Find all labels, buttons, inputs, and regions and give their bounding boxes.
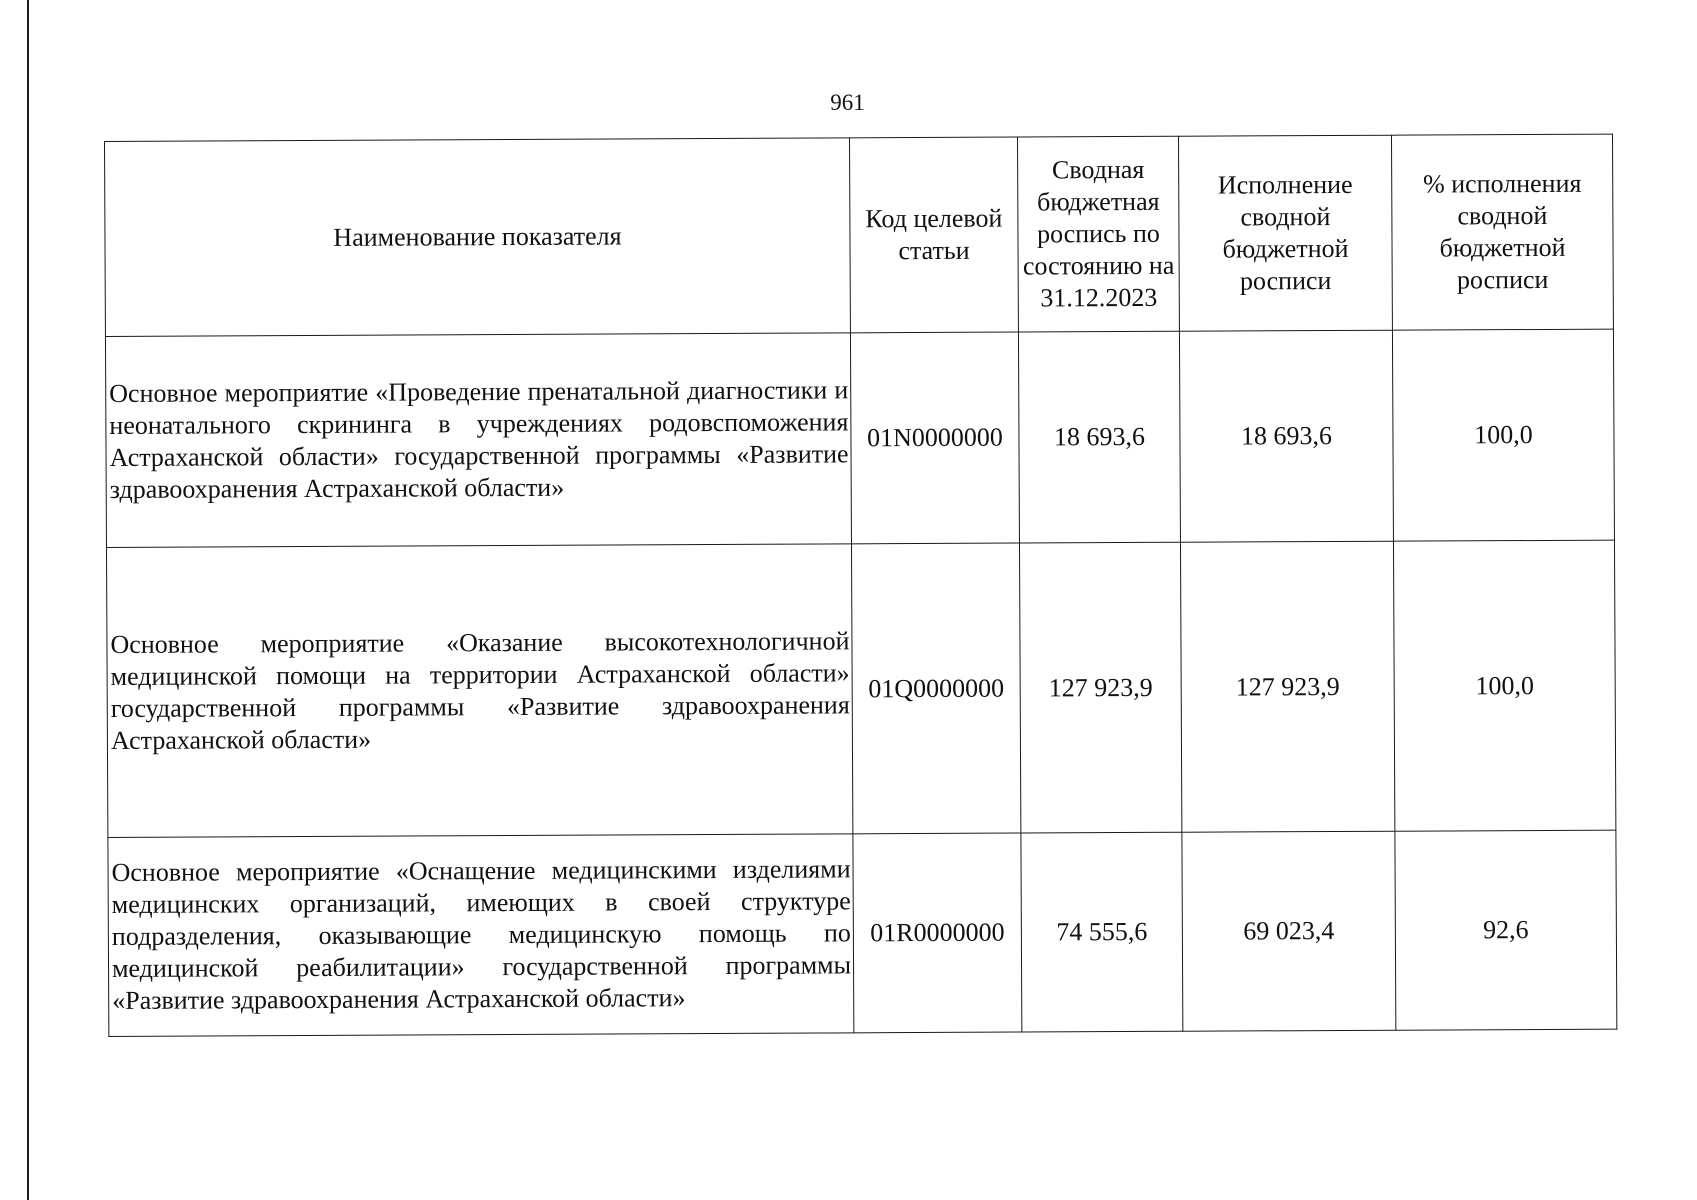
table-row xyxy=(108,830,1617,1036)
indicator-name-cell: Основное мероприятие «Оснащение медицинскими изделиями медицинских организаций, имеющих в своей структуре подразделения, оказывающие медицинскую помощь по медицинской реабилитации» государственной программы «Развитие здравоохранения Астраханской области» xyxy=(108,834,854,1037)
indicator-name-cell: Основное мероприятие «Оказание высокотехнологичной медицинской помощи на территории Астраханской области» государственной программы «Развитие здравоохранения Астраханской области» xyxy=(106,544,852,838)
header-execution-percent: % исполнения сводной бюджетной росписи xyxy=(1391,134,1613,330)
table-row xyxy=(105,329,1614,547)
page-number: 961 xyxy=(830,90,865,115)
budget-plan-cell: 18 693,6 xyxy=(1018,331,1180,543)
header-indicator-name: Наименование показателя xyxy=(105,138,851,337)
target-code-cell: 01N0000000 xyxy=(850,332,1019,544)
page-binding-line xyxy=(27,0,29,1200)
indicator-name-cell: Основное мероприятие «Проведение пренатальной диагностики и неонатального скрининга в учреждениях родовспоможения Астраханской области» государственной программы «Развитие здравоохранения Астраханской области» xyxy=(105,333,851,548)
header-target-code: Код целевой статьи xyxy=(849,137,1018,333)
execution-percent-cell: 100,0 xyxy=(1393,540,1615,831)
execution-percent-cell: 100,0 xyxy=(1392,329,1614,541)
execution-percent-cell: 92,6 xyxy=(1395,830,1617,1030)
budget-plan-cell: 74 555,6 xyxy=(1021,832,1183,1032)
budget-execution-cell: 18 693,6 xyxy=(1179,330,1393,542)
budget-execution-table xyxy=(104,134,1617,1037)
target-code-cell: 01Q0000000 xyxy=(851,543,1020,834)
table-header-row xyxy=(105,134,1614,336)
table-row xyxy=(106,540,1615,837)
budget-execution-cell: 127 923,9 xyxy=(1180,541,1394,832)
budget-execution-cell: 69 023,4 xyxy=(1182,831,1396,1031)
target-code-cell: 01R0000000 xyxy=(853,833,1022,1033)
budget-plan-cell: 127 923,9 xyxy=(1019,542,1181,833)
header-budget-execution: Исполнение сводной бюджетной росписи xyxy=(1178,135,1392,331)
header-budget-plan: Сводная бюджетная роспись по состоянию на 31.12.2023 xyxy=(1017,136,1179,332)
